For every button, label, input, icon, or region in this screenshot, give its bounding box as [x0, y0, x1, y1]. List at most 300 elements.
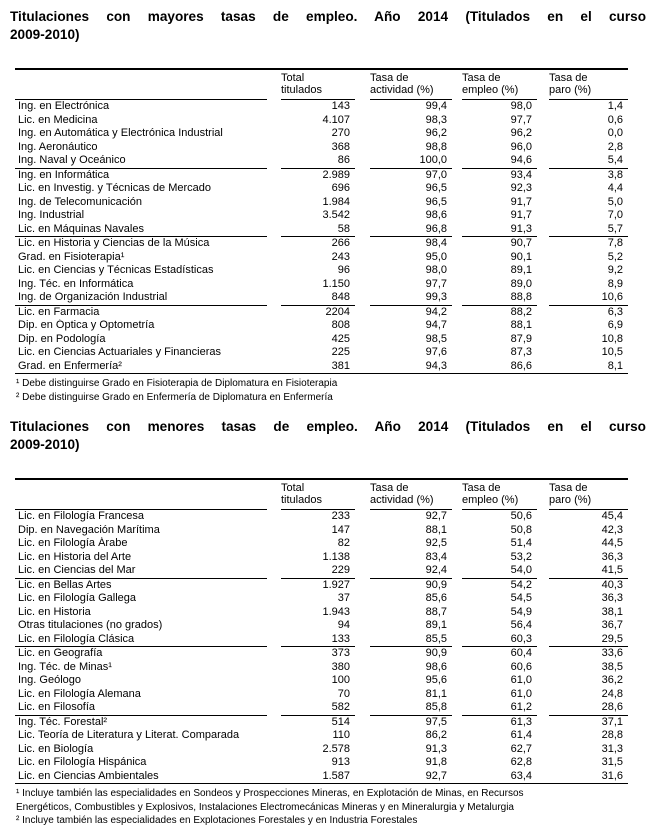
column-gap — [537, 715, 549, 729]
row-label: Dip. en Óptica y Optometría — [18, 319, 155, 331]
row-label: Lic. en Historia — [18, 605, 91, 618]
column-gap — [537, 69, 549, 100]
cell-total-titulados: 266 — [331, 237, 350, 249]
column-gap — [267, 578, 281, 592]
cell-tasa-empleo: 96,0 — [510, 140, 532, 153]
column-gap — [355, 69, 370, 100]
cell-tasa-paro: 0,0 — [607, 127, 623, 139]
column-gap — [452, 127, 462, 141]
row-label: Lic. en Filosofía — [15, 701, 267, 715]
column-gap — [537, 564, 549, 578]
cell-tasa-paro: 38,1 — [601, 605, 623, 618]
cell-tasa-empleo: 56,4 — [510, 619, 532, 631]
cell-tasa-actividad: 89,1 — [425, 619, 447, 631]
cell-tasa-actividad: 98,0 — [425, 264, 447, 276]
column-gap — [267, 114, 281, 128]
table-row — [15, 592, 628, 606]
table-row — [15, 182, 628, 196]
column-gap — [537, 223, 549, 237]
cell-tasa-actividad: 90,9 — [425, 578, 447, 591]
table1-header — [15, 69, 628, 100]
column-gap — [452, 196, 462, 210]
row-label: Lic. en Filología Francesa — [18, 510, 144, 522]
cell-tasa-empleo: 60,6 — [510, 660, 532, 673]
cell-tasa-actividad: 98,4 — [425, 237, 447, 249]
column-gap — [355, 182, 370, 196]
column-gap — [452, 278, 462, 292]
column-gap — [267, 647, 281, 661]
cell-tasa-actividad: 98,6 — [425, 660, 447, 673]
cell-total-titulados: 4.107 — [322, 113, 350, 126]
cell-tasa-actividad: 96,8 — [370, 223, 452, 237]
column-gap — [537, 479, 549, 510]
column-gap — [267, 360, 281, 374]
column-gap — [267, 688, 281, 702]
column-gap — [355, 237, 370, 251]
column-gap — [355, 729, 370, 743]
header-row — [15, 479, 628, 510]
table2-title-line1: Titulaciones con menores tasas de empleo. Año 2014 (Titulados en el curso — [10, 419, 646, 434]
row-label: Ing. en Informática — [18, 168, 110, 181]
row-label: Lic. en Filología Hispánica — [18, 756, 147, 768]
column-gap — [267, 237, 281, 251]
cell-total-titulados: 1.138 — [322, 550, 350, 563]
table2-body — [15, 510, 628, 784]
column-gap — [267, 209, 281, 223]
cell-total-titulados: 225 — [331, 346, 350, 358]
cell-tasa-paro: 28,8 — [601, 729, 623, 741]
cell-tasa-actividad: 85,8 — [370, 701, 452, 715]
column-gap — [355, 770, 370, 784]
table-row — [15, 606, 628, 620]
cell-total-titulados: 143 — [331, 100, 350, 112]
column-gap — [267, 701, 281, 715]
cell-total-titulados: 373 — [331, 647, 350, 659]
column-gap — [355, 360, 370, 374]
table-row — [15, 333, 628, 347]
cell-tasa-paro: 40,3 — [601, 578, 623, 591]
cell-tasa-empleo: 88,2 — [510, 305, 532, 318]
table-row — [15, 251, 628, 265]
header-text: Total — [281, 72, 305, 84]
column-gap — [267, 141, 281, 155]
cell-tasa-actividad: 81,1 — [425, 687, 447, 700]
column-gap — [452, 319, 462, 333]
column-gap — [267, 223, 281, 237]
row-label: Grad. en Enfermería² — [18, 359, 122, 372]
column-gap — [452, 524, 462, 538]
column-gap — [452, 100, 462, 114]
column-gap — [267, 127, 281, 141]
column-gap — [452, 346, 462, 360]
cell-tasa-paro: 1,4 — [607, 100, 623, 112]
cell-tasa-empleo: 61,4 — [510, 729, 532, 741]
column-gap — [267, 346, 281, 360]
column-gap — [267, 633, 281, 647]
cell-tasa-paro: 45,4 — [601, 510, 623, 522]
cell-total-titulados: 147 — [331, 523, 350, 536]
table-menores-tasas-empleo — [15, 478, 628, 784]
cell-total-titulados: 82 — [337, 537, 350, 549]
table-row — [15, 196, 628, 210]
column-gap — [267, 592, 281, 606]
cell-tasa-actividad: 88,1 — [425, 523, 447, 536]
footnote: ¹ Debe distinguirse Grado en Fisioterapia de Diplomatura en Fisioterapia — [16, 378, 338, 389]
table-row — [15, 674, 628, 688]
column-gap — [355, 619, 370, 633]
column-gap — [537, 688, 549, 702]
column-gap — [355, 278, 370, 292]
column-gap — [452, 619, 462, 633]
header-text: Total — [281, 482, 305, 494]
cell-tasa-empleo: 62,8 — [510, 756, 532, 768]
cell-tasa-paro: 36,3 — [601, 550, 623, 563]
cell-tasa-paro: 2,8 — [607, 140, 623, 153]
cell-tasa-actividad: 97,0 — [425, 168, 447, 181]
cell-tasa-empleo: 50,8 — [510, 523, 532, 536]
cell-tasa-actividad: 85,6 — [425, 592, 447, 604]
header-text: Tasa de — [370, 482, 409, 494]
column-gap — [537, 333, 549, 347]
column-gap — [537, 524, 549, 538]
cell-tasa-actividad: 90,9 — [425, 647, 447, 659]
table-row — [15, 360, 628, 374]
table-row — [15, 743, 628, 757]
cell-tasa-actividad: 94,7 — [425, 319, 447, 331]
table-row — [15, 305, 628, 319]
footnote: Energéticos, Combustibles y Explosivos, Instalaciones Electromecánicas Mineras y en Mineralurgia y Metalurgia — [16, 801, 514, 813]
cell-tasa-empleo: 96,2 — [510, 127, 532, 139]
cell-tasa-actividad: 99,3 — [370, 291, 452, 305]
header-text: titulados — [281, 494, 322, 506]
cell-tasa-actividad: 88,7 — [425, 605, 447, 618]
column-gap — [452, 701, 462, 715]
column-gap — [537, 360, 549, 374]
cell-total-titulados: 1.943 — [322, 605, 350, 618]
column-gap — [355, 141, 370, 155]
column-gap — [537, 154, 549, 168]
cell-tasa-empleo: 53,2 — [510, 550, 532, 563]
cell-tasa-empleo: 97,7 — [510, 113, 532, 126]
cell-total-titulados: 381 — [331, 359, 350, 372]
header-total-titulados — [281, 69, 355, 100]
column-gap — [355, 319, 370, 333]
table-row — [15, 168, 628, 182]
row-label: Ing. de Telecomunicación — [18, 195, 142, 208]
column-gap — [537, 251, 549, 265]
column-gap — [355, 578, 370, 592]
cell-tasa-empleo: 86,6 — [510, 359, 532, 372]
column-gap — [537, 182, 549, 196]
column-gap — [452, 333, 462, 347]
cell-tasa-empleo: 54,5 — [510, 592, 532, 604]
cell-tasa-paro: 31,5 — [601, 756, 623, 768]
cell-tasa-actividad: 96,2 — [425, 127, 447, 139]
column-gap — [267, 715, 281, 729]
row-label: Lic. en Filología Gallega — [18, 592, 137, 604]
column-gap — [267, 661, 281, 675]
column-gap — [355, 209, 370, 223]
column-gap — [355, 333, 370, 347]
cell-tasa-empleo: 87,3 — [510, 346, 532, 358]
footnote: ² Debe distinguirse Grado en Enfermería de Diplomatura en Enfermería — [16, 391, 333, 403]
column-gap — [452, 182, 462, 196]
row-label: Lic. en Medicina — [18, 113, 98, 126]
cell-tasa-empleo: 93,4 — [510, 168, 532, 181]
table1-title-line1: Titulaciones con mayores tasas de empleo. Año 2014 (Titulados en el curso — [10, 9, 646, 24]
column-gap — [452, 756, 462, 770]
column-gap — [537, 237, 549, 251]
table-row — [15, 346, 628, 360]
cell-total-titulados: 1.927 — [322, 578, 350, 591]
header-text: Tasa de — [370, 72, 409, 84]
column-gap — [267, 319, 281, 333]
column-gap — [355, 127, 370, 141]
column-gap — [355, 196, 370, 210]
row-label: Lic. en Investig. y Técnicas de Mercado — [18, 182, 212, 194]
column-gap — [537, 619, 549, 633]
column-gap — [537, 729, 549, 743]
cell-tasa-actividad: 94,2 — [425, 305, 447, 318]
column-gap — [267, 770, 281, 784]
column-gap — [452, 223, 462, 237]
cell-tasa-paro: 36,2 — [601, 674, 623, 686]
row-label: Grad. en Fisioterapia¹ — [18, 250, 125, 263]
row-label: Ing. Geólogo — [18, 674, 81, 686]
cell-tasa-empleo: 88,8 — [462, 291, 537, 305]
cell-total-titulados: 913 — [331, 756, 350, 768]
cell-tasa-paro: 36,7 — [601, 619, 623, 631]
cell-tasa-empleo: 54,0 — [462, 564, 537, 578]
cell-tasa-actividad: 92,4 — [370, 564, 452, 578]
column-gap — [537, 168, 549, 182]
cell-total-titulados: 58 — [281, 223, 355, 237]
row-label: Ing. en Automática y Electrónica Industrial — [18, 127, 223, 139]
column-gap — [267, 154, 281, 168]
cell-tasa-paro: 8,9 — [607, 277, 623, 290]
column-gap — [267, 619, 281, 633]
column-gap — [267, 278, 281, 292]
column-gap — [267, 333, 281, 347]
cell-tasa-paro: 4,4 — [607, 182, 623, 194]
row-label: Lic. en Biología — [18, 742, 94, 755]
cell-total-titulados: 110 — [332, 729, 350, 741]
cell-tasa-paro: 7,8 — [607, 237, 623, 249]
column-gap — [267, 168, 281, 182]
cell-tasa-empleo: 91,3 — [462, 223, 537, 237]
cell-tasa-actividad: 83,4 — [425, 550, 447, 563]
column-gap — [452, 141, 462, 155]
column-gap — [537, 127, 549, 141]
table1-footnotes — [16, 377, 645, 404]
cell-tasa-paro: 24,8 — [601, 687, 623, 700]
cell-total-titulados: 233 — [331, 510, 350, 522]
cell-tasa-paro: 44,5 — [601, 537, 623, 549]
cell-tasa-paro: 9,2 — [607, 264, 623, 276]
header-tasa-actividad — [370, 69, 452, 100]
cell-tasa-paro: 33,6 — [601, 647, 623, 659]
cell-tasa-empleo: 91,7 — [510, 209, 532, 221]
column-gap — [537, 114, 549, 128]
column-gap — [537, 770, 549, 784]
table-row — [15, 729, 628, 743]
cell-tasa-paro: 36,3 — [601, 592, 623, 604]
table-row — [15, 578, 628, 592]
column-gap — [537, 592, 549, 606]
cell-tasa-paro: 31,6 — [601, 769, 623, 782]
column-gap — [537, 278, 549, 292]
cell-total-titulados: 808 — [331, 319, 350, 331]
cell-tasa-empleo: 54,2 — [510, 578, 532, 591]
column-gap — [452, 551, 462, 565]
cell-tasa-paro: 5,2 — [607, 250, 623, 263]
table-row — [15, 209, 628, 223]
cell-tasa-empleo: 90,7 — [510, 237, 532, 249]
cell-total-titulados: 86 — [281, 154, 355, 168]
cell-total-titulados: 848 — [281, 291, 355, 305]
cell-tasa-paro: 5,0 — [607, 195, 623, 208]
column-gap — [355, 633, 370, 647]
cell-tasa-paro: 3,8 — [607, 168, 623, 181]
cell-tasa-actividad: 99,4 — [425, 100, 447, 112]
column-gap — [267, 479, 281, 510]
column-gap — [355, 743, 370, 757]
column-gap — [355, 592, 370, 606]
column-gap — [452, 770, 462, 784]
row-label: Ing. Téc. en Informática — [18, 277, 134, 290]
header-text: paro (%) — [549, 84, 592, 96]
header-tasa-empleo — [462, 479, 537, 510]
column-gap — [537, 756, 549, 770]
row-label: Ing. Téc. Forestal² — [18, 715, 108, 728]
cell-tasa-empleo: 89,1 — [510, 264, 532, 276]
table-row — [15, 278, 628, 292]
column-gap — [537, 100, 549, 114]
cell-tasa-paro: 31,3 — [601, 742, 623, 755]
table-row — [15, 100, 628, 114]
column-gap — [355, 756, 370, 770]
cell-tasa-actividad: 91,3 — [425, 742, 447, 755]
cell-tasa-empleo: 89,0 — [510, 277, 532, 290]
row-label: Lic. en Farmacia — [18, 305, 100, 318]
cell-tasa-paro: 10,8 — [601, 332, 623, 345]
cell-tasa-actividad: 97,7 — [425, 277, 447, 290]
header-tasa-paro — [549, 69, 628, 100]
column-gap — [537, 291, 549, 305]
cell-tasa-empleo: 61,3 — [510, 715, 532, 728]
column-gap — [355, 715, 370, 729]
column-gap — [452, 715, 462, 729]
cell-tasa-empleo: 94,6 — [462, 154, 537, 168]
column-gap — [452, 647, 462, 661]
column-gap — [537, 141, 549, 155]
column-gap — [267, 729, 281, 743]
column-gap — [355, 564, 370, 578]
column-gap — [452, 251, 462, 265]
column-gap — [267, 510, 281, 524]
header-row — [15, 69, 628, 100]
row-label: Ing. en Electrónica — [18, 100, 110, 112]
header-text: actividad (%) — [370, 494, 434, 506]
header-tasa-empleo — [462, 69, 537, 100]
table-row — [15, 154, 628, 168]
column-gap — [452, 743, 462, 757]
column-gap — [267, 251, 281, 265]
column-gap — [267, 196, 281, 210]
column-gap — [537, 701, 549, 715]
header-tasa-paro — [549, 479, 628, 510]
cell-total-titulados: 70 — [337, 687, 350, 700]
header-text: paro (%) — [549, 494, 592, 506]
column-gap — [452, 564, 462, 578]
table-row — [15, 715, 628, 729]
cell-tasa-actividad: 94,3 — [425, 359, 447, 372]
column-gap — [267, 524, 281, 538]
row-label: Lic. en Ciencias Ambientales — [18, 769, 159, 782]
column-gap — [537, 647, 549, 661]
cell-tasa-paro: 6,3 — [607, 305, 623, 318]
column-gap — [452, 661, 462, 675]
column-gap — [452, 688, 462, 702]
column-gap — [267, 69, 281, 100]
cell-tasa-paro: 42,3 — [601, 523, 623, 536]
header-total-titulados — [281, 479, 355, 510]
row-label: Lic. en Geografía — [18, 647, 103, 659]
cell-total-titulados: 1.150 — [322, 277, 350, 290]
column-gap — [267, 291, 281, 305]
cell-tasa-paro: 7,0 — [607, 209, 623, 221]
table-row — [15, 756, 628, 770]
cell-tasa-paro: 0,6 — [607, 113, 623, 126]
column-gap — [537, 743, 549, 757]
row-label: Ing. Aeronáutico — [18, 140, 98, 153]
table2-header — [15, 479, 628, 510]
table-row — [15, 537, 628, 551]
cell-tasa-paro: 28,6 — [549, 701, 628, 715]
header-titulacion-empty — [15, 479, 267, 510]
column-gap — [355, 510, 370, 524]
column-gap — [355, 479, 370, 510]
row-label: Ing. Naval y Oceánico — [15, 154, 267, 168]
cell-total-titulados: 582 — [281, 701, 355, 715]
cell-total-titulados: 94 — [337, 619, 350, 631]
column-gap — [355, 100, 370, 114]
column-gap — [537, 264, 549, 278]
cell-total-titulados: 2.989 — [322, 168, 350, 181]
table-row — [15, 701, 628, 715]
column-gap — [452, 578, 462, 592]
cell-total-titulados: 96 — [337, 264, 350, 276]
cell-tasa-actividad: 92,5 — [425, 537, 447, 549]
row-label: Lic. en Filología Alemana — [18, 687, 141, 700]
cell-tasa-actividad: 91,8 — [425, 756, 447, 768]
column-gap — [537, 305, 549, 319]
column-gap — [452, 674, 462, 688]
column-gap — [452, 633, 462, 647]
row-label: Lic. en Ciencias del Mar — [15, 564, 267, 578]
header-text: titulados — [281, 84, 322, 96]
table-mayores-tasas-empleo — [15, 68, 628, 374]
column-gap — [537, 674, 549, 688]
column-gap — [355, 551, 370, 565]
column-gap — [355, 701, 370, 715]
column-gap — [355, 251, 370, 265]
cell-tasa-empleo: 60,4 — [510, 647, 532, 659]
row-label: Ing. de Organización Industrial — [15, 291, 267, 305]
cell-tasa-actividad: 96,5 — [425, 182, 447, 194]
cell-tasa-empleo: 87,9 — [510, 332, 532, 345]
column-gap — [537, 510, 549, 524]
